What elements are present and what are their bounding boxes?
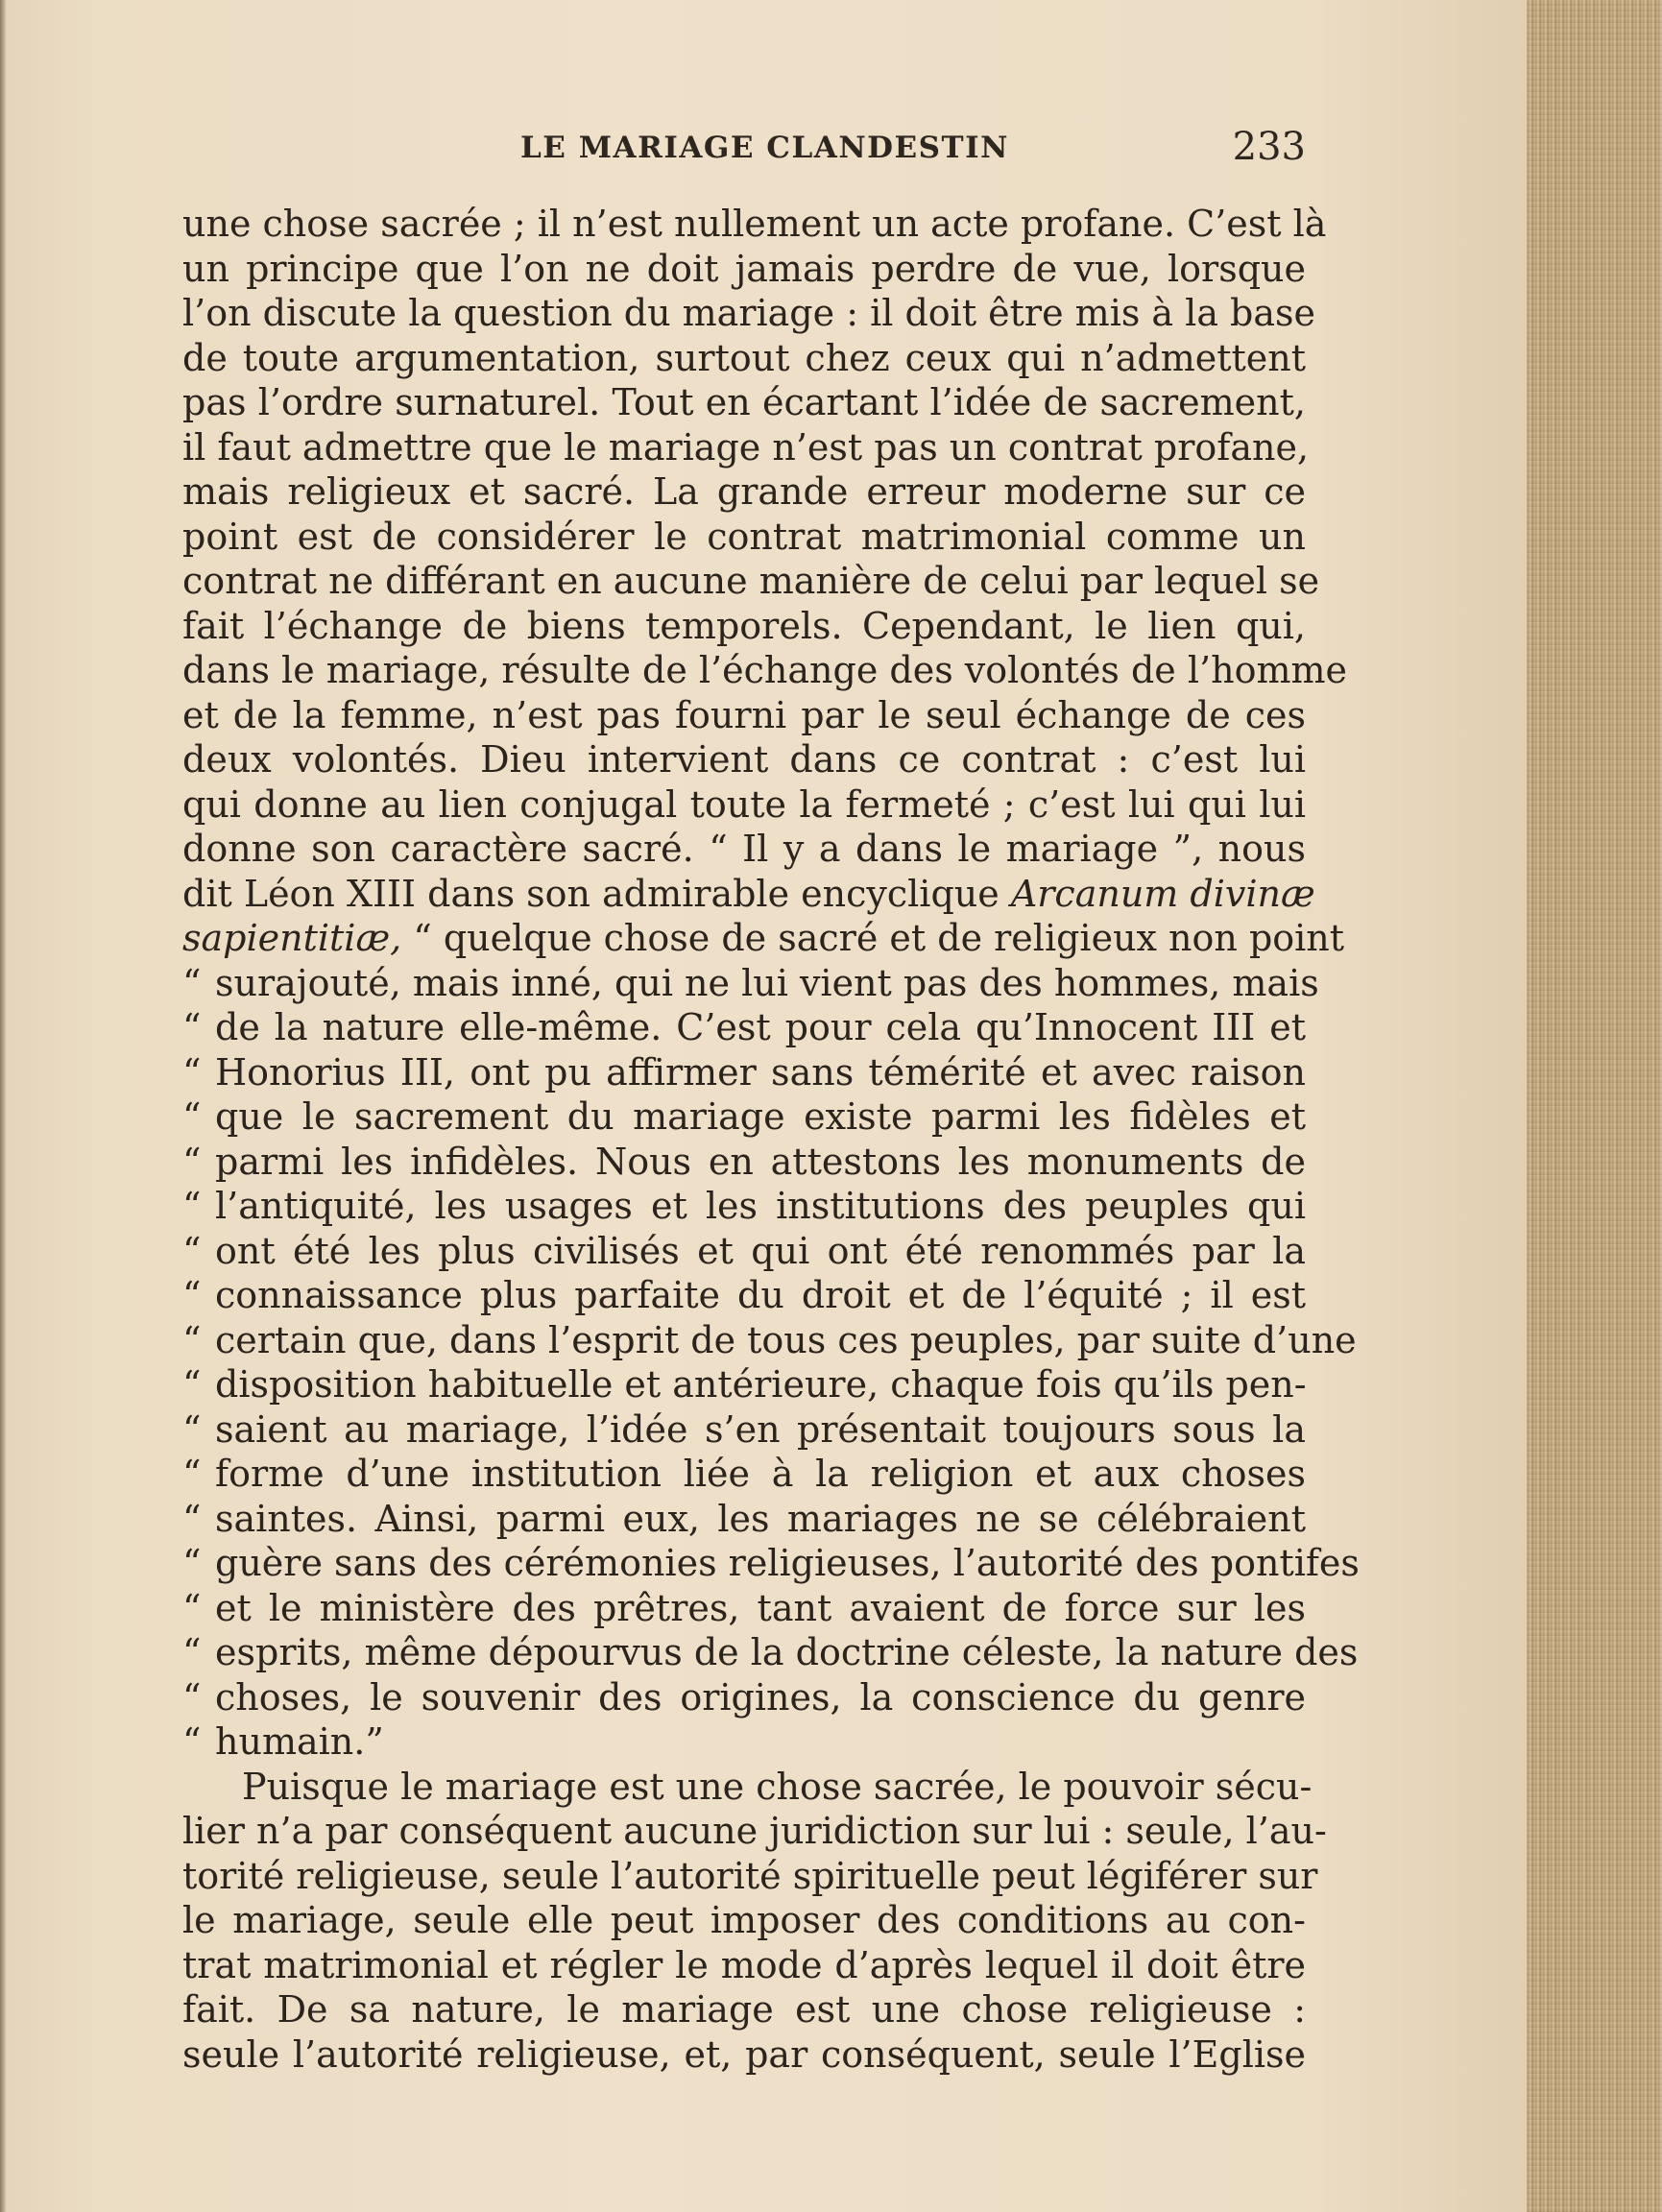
quoted-line bbox=[182, 1407, 1306, 1453]
quoted-text: forme d’une institution liée à la religion et aux choses bbox=[215, 1453, 1306, 1495]
quoted-line bbox=[182, 1497, 1306, 1542]
quoted-line bbox=[182, 1586, 1306, 1631]
text-line-sapientitiae bbox=[182, 916, 1345, 961]
paragraph-line: Puisque le mariage est une chose sacrée, le pouvoir sécu- bbox=[242, 1765, 1313, 1808]
page-stack-edge bbox=[1527, 0, 1662, 2212]
paragraph-line: le mariage, seule elle peut imposer des conditions au con- bbox=[182, 1899, 1306, 1941]
quote-mark: “ bbox=[182, 1050, 202, 1094]
quoted-text: saintes. Ainsi, parmi eux, les mariages ne se célébraient bbox=[215, 1497, 1306, 1540]
paragraph-line: fait. De sa nature, le mariage est une chose religieuse : bbox=[182, 1988, 1306, 2031]
quote-mark: “ bbox=[182, 1095, 202, 1138]
page-number: 233 bbox=[1232, 125, 1306, 169]
text-segment: “ quelque chose de sacré et de religieux non point bbox=[401, 917, 1345, 959]
text-line: qui donne au lien conjugal toute la fermeté ; c’est lui qui lui bbox=[182, 782, 1306, 826]
quote-mark: “ bbox=[182, 1453, 202, 1495]
quoted-line bbox=[182, 1005, 1306, 1050]
quoted-line bbox=[182, 1452, 1306, 1497]
text-line: dans le mariage, résulte de l’échange des volontés de l’homme bbox=[182, 649, 1348, 691]
quote-mark: “ bbox=[182, 1586, 202, 1629]
quoted-text: ont été les plus civilisés et qui ont été renommés par la bbox=[215, 1229, 1306, 1272]
paragraph-line: lier n’a par conséquent aucune juridiction sur lui : seule, l’au- bbox=[182, 1810, 1327, 1852]
quoted-line bbox=[182, 1675, 1306, 1720]
quoted-text: humain.” bbox=[215, 1720, 384, 1763]
body-text bbox=[182, 202, 1360, 2077]
page-gutter-edge bbox=[0, 0, 6, 2212]
quote-mark: “ bbox=[182, 1720, 202, 1763]
text-line: contrat ne différant en aucune manière de celui par lequel se bbox=[182, 560, 1320, 602]
text-line: donne son caractère sacré. “ Il y a dans le mariage ”, nous bbox=[182, 828, 1306, 870]
quote-mark: “ bbox=[182, 1274, 202, 1316]
text-line: deux volontés. Dieu intervient dans ce contrat : c’est lui bbox=[182, 738, 1306, 781]
text-line: une chose sacrée ; il n’est nullement un acte profane. C’est là bbox=[182, 203, 1327, 245]
text-line-encyclical bbox=[182, 872, 1315, 917]
quote-mark: “ bbox=[182, 1542, 202, 1584]
quote-mark: “ bbox=[182, 1229, 202, 1272]
text-line: fait l’échange de biens temporels. Cependant, le lien qui, bbox=[182, 604, 1306, 647]
quoted-line bbox=[182, 961, 1319, 1006]
quote-mark: “ bbox=[182, 1363, 202, 1406]
quoted-line bbox=[182, 1094, 1306, 1140]
quoted-line bbox=[182, 1630, 1359, 1675]
quoted-text: choses, le souvenir des origines, la conscience du genre bbox=[215, 1675, 1306, 1719]
quote-mark: “ bbox=[182, 1675, 202, 1719]
text-line: pas l’ordre surnaturel. Tout en écartant l’idée de sacrement, bbox=[182, 381, 1306, 423]
quote-mark: “ bbox=[182, 1407, 202, 1451]
quoted-line bbox=[182, 1362, 1306, 1407]
quoted-line bbox=[182, 1050, 1306, 1095]
quote-mark: “ bbox=[182, 1631, 202, 1673]
quote-mark: “ bbox=[182, 1185, 202, 1227]
text-segment: dit Léon XIII dans son admirable encyclique bbox=[182, 872, 1011, 915]
quoted-text: l’antiquité, les usages et les institutions des peuples qui bbox=[215, 1185, 1306, 1227]
quote-mark: “ bbox=[182, 1497, 202, 1540]
quoted-line bbox=[182, 1140, 1306, 1185]
quoted-text: et le ministère des prêtres, tant avaient de force sur les bbox=[215, 1586, 1306, 1629]
quote-mark: “ bbox=[182, 1006, 202, 1048]
paragraph-line: seule l’autorité religieuse, et, par conséquent, seule l’Eglise bbox=[182, 2032, 1306, 2076]
quoted-text: que le sacrement du mariage existe parmi les fidèles et bbox=[215, 1095, 1306, 1138]
paragraph-line: trat matrimonial et régler le mode d’après lequel il doit être bbox=[182, 1943, 1306, 1986]
text-line: point est de considérer le contrat matrimonial comme un bbox=[182, 515, 1306, 558]
text-line: et de la femme, n’est pas fourni par le seul échange de ces bbox=[182, 693, 1306, 736]
quoted-line bbox=[182, 1184, 1306, 1229]
quote-mark: “ bbox=[182, 1140, 202, 1183]
quoted-line bbox=[182, 1719, 1306, 1765]
quoted-text: esprits, même dépourvus de la doctrine céleste, la nature des bbox=[215, 1631, 1359, 1673]
paragraph-line: torité religieuse, seule l’autorité spirituelle peut légiférer sur bbox=[182, 1854, 1318, 1897]
quoted-line bbox=[182, 1229, 1306, 1274]
quote-mark: “ bbox=[182, 961, 202, 1004]
encyclical-title-italic: sapientitiæ, bbox=[182, 917, 402, 959]
quoted-text: Honorius III, ont pu affirmer sans témérité et avec raison bbox=[215, 1050, 1306, 1094]
text-line: un principe que l’on ne doit jamais perdre de vue, lorsque bbox=[182, 247, 1306, 290]
quoted-text: certain que, dans l’esprit de tous ces peuples, par suite d’une bbox=[215, 1318, 1357, 1361]
quoted-text: parmi les infidèles. Nous en attestons les monuments de bbox=[215, 1140, 1306, 1183]
quoted-text: surajouté, mais inné, qui ne lui vient pas des hommes, mais bbox=[215, 961, 1319, 1004]
quoted-line bbox=[182, 1318, 1357, 1363]
quote-mark: “ bbox=[182, 1318, 202, 1361]
quoted-text: saient au mariage, l’idée s’en présentait toujours sous la bbox=[215, 1407, 1306, 1451]
quoted-text: disposition habituelle et antérieure, chaque fois qu’ils pen- bbox=[215, 1363, 1307, 1406]
text-line: mais religieux et sacré. La grande erreur moderne sur ce bbox=[182, 470, 1306, 513]
text-line: l’on discute la question du mariage : il doit être mis à la base bbox=[182, 292, 1316, 334]
chapter-title: LE MARIAGE CLANDESTIN bbox=[520, 131, 1009, 165]
text-line: il faut admettre que le mariage n’est pas un contrat profane, bbox=[182, 425, 1310, 469]
text-line: de toute argumentation, surtout chez ceux qui n’admettent bbox=[182, 336, 1306, 379]
running-head bbox=[182, 125, 1306, 173]
quoted-text: de la nature elle-même. C’est pour cela qu’Innocent III et bbox=[215, 1006, 1306, 1048]
quoted-line bbox=[182, 1273, 1306, 1318]
quoted-line bbox=[182, 1541, 1360, 1586]
encyclical-title-italic: Arcanum divinæ bbox=[1010, 872, 1315, 915]
quoted-text: guère sans des cérémonies religieuses, l’autorité des pontifes bbox=[215, 1542, 1360, 1584]
quoted-text: connaissance plus parfaite du droit et de l’équité ; il est bbox=[215, 1274, 1306, 1316]
